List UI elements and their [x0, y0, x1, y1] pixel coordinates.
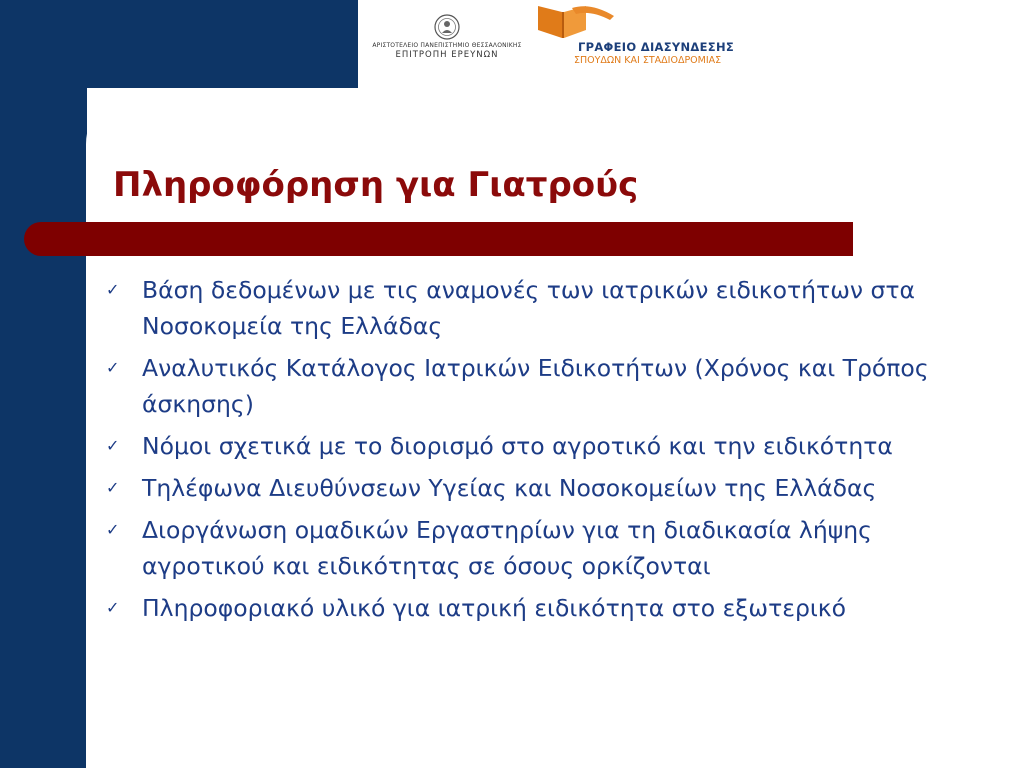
office-name: ΓΡΑΦΕΙΟ ΔΙΑΣΥΝΔΕΣΗΣ — [578, 40, 735, 54]
checkmark-icon: ✓ — [106, 358, 120, 377]
university-name: ΑΡΙΣΤΟΤΕΛΕΙΟ ΠΑΝΕΠΙΣΤΗΜΙΟ ΘΕΣΣΑΛΟΝΙΚΗΣ — [372, 42, 522, 49]
title-underline-bar — [24, 222, 853, 256]
research-committee-name: ΕΠΙΤΡΟΠΗ ΕΡΕΥΝΩΝ — [395, 50, 499, 60]
open-book-icon — [536, 2, 616, 42]
list-item — [100, 512, 980, 584]
university-seal-icon — [434, 14, 460, 40]
list-item — [100, 272, 980, 344]
list-item-text: Αναλυτικός Κατάλογος Ιατρικών Ειδικοτήτων (Χρόνος και Τρόπος άσκησης) — [142, 354, 929, 418]
list-item-text: Νόμοι σχετικά με το διορισμό στο αγροτικό και την ειδικότητα — [142, 432, 893, 460]
bullet-list — [100, 272, 980, 632]
liaison-office-logo — [536, 2, 756, 68]
list-item-text: Διοργάνωση ομαδικών Εργαστηρίων για τη διαδικασία λήψης αγροτικού και ειδικότητας σε όσους ορκίζονται — [142, 516, 872, 580]
checkmark-icon: ✓ — [106, 478, 120, 497]
checkmark-icon: ✓ — [106, 436, 120, 455]
left-navy-band — [0, 0, 87, 768]
list-item — [100, 590, 980, 626]
university-logo — [362, 14, 532, 72]
top-navy-band — [0, 0, 358, 88]
list-item-text: Πληροφοριακό υλικό για ιατρική ειδικότητα στο εξωτερικό — [142, 594, 847, 622]
office-subtitle: ΣΠΟΥΔΩΝ ΚΑΙ ΣΤΑΔΙΟΔΡΟΜΙΑΣ — [574, 55, 722, 66]
checkmark-icon: ✓ — [106, 598, 120, 617]
list-item — [100, 428, 980, 464]
list-item-text: Βάση δεδομένων με τις αναμονές των ιατρικών ειδικοτήτων στα Νοσοκομεία της Ελλάδας — [142, 276, 915, 340]
list-item — [100, 350, 980, 422]
list-item-text: Τηλέφωνα Διευθύνσεων Υγείας και Νοσοκομείων της Ελλάδας — [142, 474, 877, 502]
checkmark-icon: ✓ — [106, 280, 120, 299]
list-item — [100, 470, 980, 506]
slide-title: Πληροφόρηση για Γιατρούς — [113, 165, 639, 205]
checkmark-icon: ✓ — [106, 520, 120, 539]
